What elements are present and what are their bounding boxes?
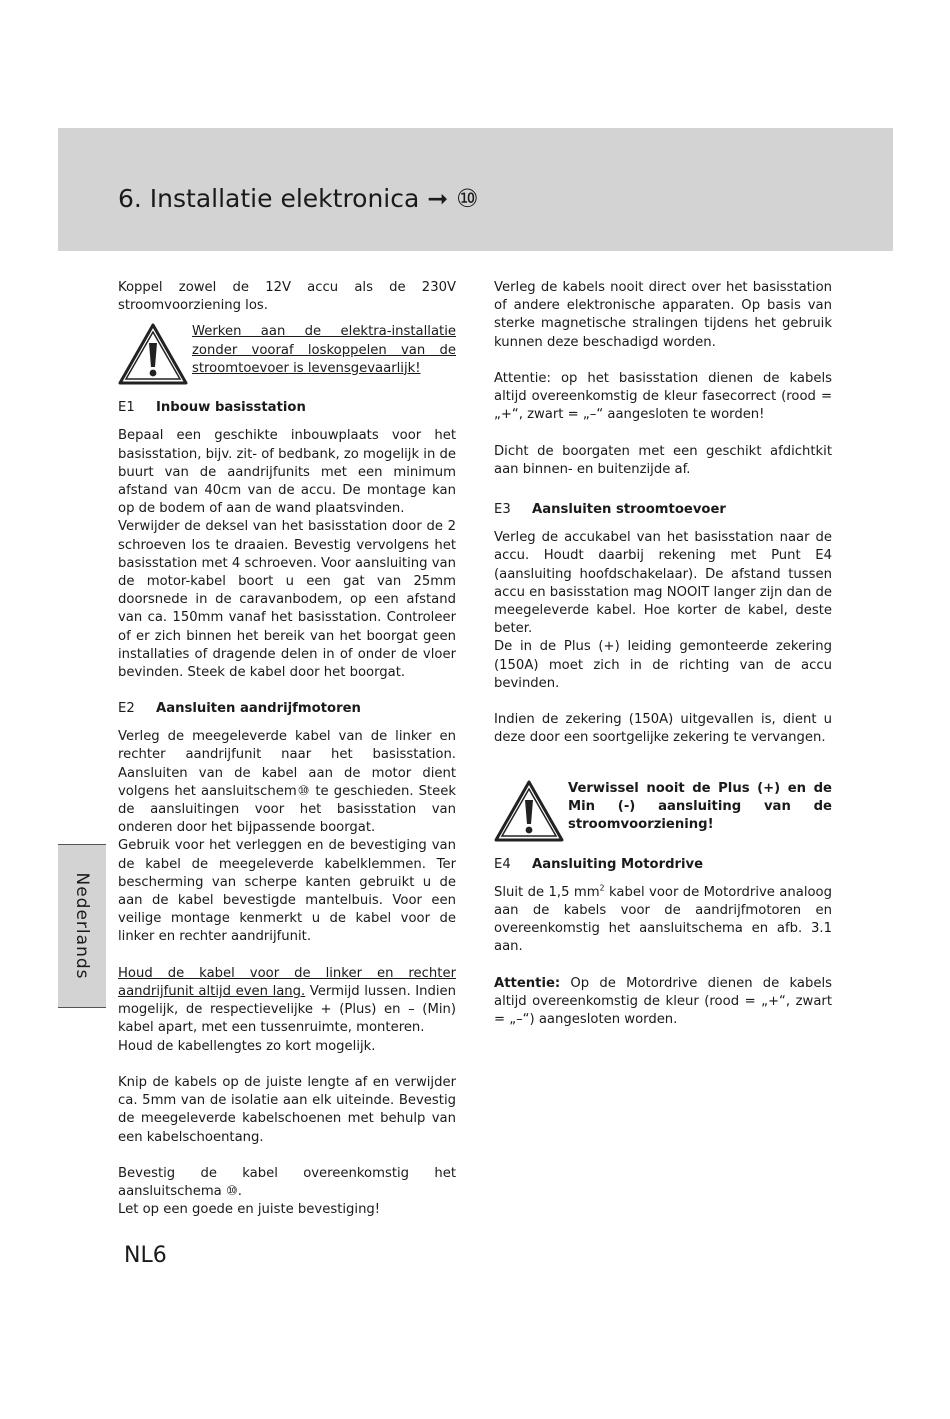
language-side-tab-label: Nederlands [72, 872, 92, 980]
section-e1-code: E1 [118, 400, 135, 416]
right-column [494, 279, 832, 1029]
e1-paragraph-2: Verwijder de deksel van het basisstation door de 2 schroeven los te draaien. Bevestig vervolgens het basisstation met 4 schroeven. Voor aansluiting van de motor-kabel boort u een gat van 25mm doorsnede in de caravanbodem, op een afstand van ca. 150mm vanaf het basisstation. Controleer of er zich binnen het bereik van het boorgat geen installaties of dragende delen in of onder de vloer bevinden. Steek de kabel door het boorgat. [118, 519, 456, 681]
warning-block-left [118, 323, 456, 385]
section-e4-title: Aansluiting Motordrive [532, 856, 704, 872]
section-e2-title: Aansluiten aandrijfmotoren [156, 701, 361, 717]
e1-paragraph-1: Bepaal een geschikte inbouwplaats voor het basisstation, bijv. zit- of bedbank, zo mogelijk in de buurt van de aandrijfunits met een minimum afstand van 40cm van de accu. De montage kan op de bodem of aan de wand plaatsvinden. [118, 428, 456, 517]
section-e3-title: Aansluiten stroomtoevoer [532, 502, 726, 518]
left-column [118, 279, 456, 1220]
e4-paragraph-2 [494, 975, 832, 1030]
e2-paragraph-5: Knip de kabels op de juiste lengte af en verwijder ca. 5mm van de isolatie aan elk uiteinde. Bevestig de meegeleverde kabelschoenen met behulp van een kabelschoentang. [118, 1075, 456, 1145]
e2-paragraph-4: Houd de kabellengtes zo kort mogelijk. [118, 1038, 376, 1054]
page-number: NL6 [124, 1243, 167, 1268]
section-e1-heading [118, 399, 456, 417]
e2-paragraph-2: Gebruik voor het verleggen en de bevestiging van de kabel de meegeleverde kabelklemmen. Ter bescherming van scherpe kanten gebruikt u de aan de kabel bevestigde mantelbuis. Voor een veilige montage kenmerkt u de kabel voor de linker en rechter aandrijfunit. [118, 838, 456, 945]
intro-paragraph: Koppel zowel de 12V accu als de 230V stroomvoorziening los. [118, 280, 456, 314]
page-title: 6. Installatie elektronica ➞ ⑩ [118, 184, 479, 213]
e2-paragraph-3-rest: Vermijd lussen. Indien mogelijk, de respectievelijke + (Plus) en – (Min) kabel apart, met een tussenruimte, monteren. [118, 984, 456, 1036]
section-e4-heading [494, 856, 832, 874]
e3-paragraph-3: Indien de zekering (150A) uitgevallen is, dient u deze door een soortgelijke zekering te vervangen. [494, 712, 832, 746]
section-e1-title: Inbouw basisstation [156, 400, 306, 416]
e4-paragraph-2-rest: Op de Motordrive dienen de kabels altijd overeenkomstig de kleur (rood = „+“, zwart = „–“) aangesloten worden. [494, 975, 832, 1028]
section-e2-heading [118, 700, 456, 718]
e2-paragraph-7: Let op een goede en juiste bevestiging! [118, 1202, 381, 1218]
e4-attention-label: Attentie: [494, 975, 561, 991]
e3-paragraph-1: Verleg de accukabel van het basisstation naar de accu. Houdt daarbij rekening met Punt E4 (aansluiting hoofdschakelaar). De afstand tussen accu en basisstation mag NOOIT langer zijn dan de meegeleverde kabel. Hoe korter de kabel, deste beter. [494, 530, 832, 637]
e3-paragraph-2: De in de Plus (+) leiding gemonteerde zekering (150A) moet zich in de richting van de accu bevinden. [494, 639, 832, 691]
header-band [58, 128, 893, 251]
e4-paragraph-1-a: Sluit de 1,5 mm [494, 884, 600, 900]
e2-paragraph-3 [118, 965, 456, 1038]
e2-paragraph-1: Verleg de meegeleverde kabel van de linker en rechter aandrijfunit naar het basisstation. Aansluiten van de kabel aan de motor dient volgens het aansluitschem⑩ te geschieden. Steek de aansluitingen voor het basisstation van onderen door het bijpassende boorgat. [118, 729, 456, 836]
e4-paragraph-1-b: kabel voor de Motordrive analoog aan de kabels voor de aandrijfmotoren en overeenkomstig het aansluitschema en afb. 3.1 aan. [494, 884, 833, 955]
section-e2-code: E2 [118, 701, 135, 717]
section-e3-heading [494, 501, 832, 519]
section-e4-code: E4 [494, 856, 511, 872]
e2-paragraph-3-underlined: Houd de kabel voor de linker en rechter aandrijfunit altijd even lang. [118, 965, 456, 1000]
e4-paragraph-1 [494, 884, 832, 957]
warning-triangle-icon [494, 780, 564, 842]
right-paragraph-3: Dicht de boorgaten met een geschikt afdichtkit aan binnen- en buitenzijde af. [494, 443, 832, 477]
warning-block-right [494, 780, 832, 842]
warning-triangle-icon [118, 323, 188, 385]
right-paragraph-1: Verleg de kabels nooit direct over het basisstation of andere elektronische apparaten. Op basis van sterke magnetische stralingen tijdens het gebruik kunnen deze beschadigd worden. [494, 280, 832, 350]
e4-paragraph-1-sup: 2 [599, 883, 605, 893]
section-e3-code: E3 [494, 502, 511, 518]
right-paragraph-2: Attentie: op het basisstation dienen de kabels altijd overeenkomstig de kleur fasecorrect (rood = „+“, zwart = „–“ aangesloten te worden! [494, 371, 832, 423]
warning-text-left: Werken aan de elektra-installatie zonder vooraf loskoppelen van de stroomtoevoer is levensgevaarlijk! [192, 324, 456, 376]
warning-text-right: Verwissel nooit de Plus (+) en de Min (-) aansluiting van de stroomvoorziening! [568, 780, 832, 833]
e2-paragraph-6: Bevestig de kabel overeenkomstig het aansluitschema ⑩. [118, 1166, 456, 1200]
language-side-tab [58, 844, 106, 1008]
